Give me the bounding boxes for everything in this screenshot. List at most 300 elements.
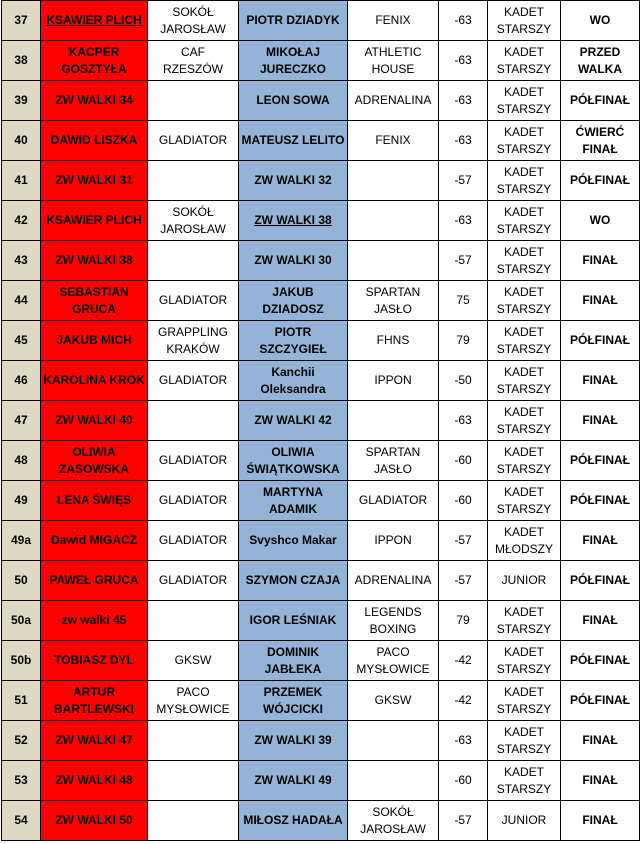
blue-corner-fighter-cell: [239, 161, 348, 201]
weight-class-cell: [439, 201, 488, 241]
red-corner-fighter: ZW WALKI 34: [55, 93, 133, 107]
red-corner-club-cell: [148, 81, 239, 121]
bout-stage-cell: [561, 281, 640, 321]
bout-number: 49a: [10, 533, 32, 547]
bout-stage-cell: [561, 641, 640, 681]
table-row: [2, 241, 640, 281]
blue-corner-fighter: MIŁOSZ HADAŁA: [243, 813, 343, 827]
bout-stage: FINAŁ: [582, 813, 618, 827]
red-corner-fighter-cell: [41, 761, 148, 801]
blue-corner-club-cell: [348, 241, 439, 281]
bout-stage: PÓŁFINAŁ: [570, 93, 630, 107]
weight-class: 79: [456, 613, 470, 627]
bout-number: 37: [14, 13, 28, 27]
blue-corner-fighter: ZW WALKI 42: [254, 413, 332, 427]
bout-number-cell: [2, 121, 41, 161]
blue-corner-fighter-cell: [239, 241, 348, 281]
bout-stage-cell: [561, 361, 640, 401]
table-row: [2, 721, 640, 761]
blue-corner-fighter-cell: [239, 1, 348, 41]
blue-corner-fighter: ZW WALKI 39: [254, 733, 332, 747]
red-corner-club: GLADIATOR: [158, 133, 228, 147]
bout-number-cell: [2, 481, 41, 521]
red-corner-fighter: KSAWIER PLICH: [46, 213, 142, 227]
age-category-cell: [488, 121, 561, 161]
blue-corner-fighter-cell: [239, 721, 348, 761]
bout-number: 50: [14, 573, 28, 587]
bout-number-cell: [2, 561, 41, 601]
blue-corner-fighter: ZW WALKI 32: [254, 173, 332, 187]
weight-class: -50: [454, 373, 472, 387]
weight-class-cell: [439, 121, 488, 161]
red-corner-club-cell: [148, 241, 239, 281]
blue-corner-club: FENIX: [375, 13, 411, 27]
weight-class-cell: [439, 161, 488, 201]
red-corner-club-cell: [148, 521, 239, 561]
red-corner-fighter: KSAWIER PLICH: [46, 13, 142, 27]
blue-corner-fighter-cell: [239, 81, 348, 121]
table-row: [2, 801, 640, 841]
red-corner-fighter-cell: [41, 721, 148, 761]
red-corner-club-cell: [148, 721, 239, 761]
weight-class-cell: [439, 561, 488, 601]
table-row: [2, 81, 640, 121]
bout-number-cell: [2, 281, 41, 321]
bout-stage: PÓŁFINAŁ: [570, 453, 630, 467]
red-corner-fighter-cell: [41, 41, 148, 81]
red-corner-fighter: KAROLINA KROK: [43, 373, 145, 387]
red-corner-club-cell: [148, 321, 239, 361]
bout-stage: PÓŁFINAŁ: [570, 693, 630, 707]
blue-corner-fighter: MATEUSZ LELITO: [241, 133, 345, 147]
bout-number-cell: [2, 161, 41, 201]
weight-class: -63: [454, 413, 472, 427]
blue-corner-club: GLADIATOR: [358, 493, 428, 507]
age-category: KADET STARSZY: [496, 644, 552, 676]
bout-number: 52: [14, 733, 28, 747]
red-corner-club: GLADIATOR: [158, 453, 228, 467]
blue-corner-fighter: PRZEMEK WÓJCICKI: [263, 684, 323, 716]
age-category-cell: [488, 321, 561, 361]
table-row: [2, 441, 640, 481]
red-corner-club-cell: [148, 481, 239, 521]
blue-corner-club: PACO MYSŁOWICE: [356, 644, 430, 676]
weight-class: -57: [454, 173, 472, 187]
red-corner-fighter-cell: [41, 321, 148, 361]
age-category: KADET STARSZY: [496, 404, 552, 436]
red-corner-club: GLADIATOR: [158, 493, 228, 507]
table-row: [2, 121, 640, 161]
blue-corner-fighter: OLIWIA ŚWIĄTKOWSKA: [246, 444, 340, 476]
red-corner-fighter-cell: [41, 401, 148, 441]
blue-corner-fighter: IGOR LEŚNIAK: [249, 613, 337, 627]
blue-corner-fighter: PIOTR DZIADYK: [246, 13, 340, 27]
table-row: [2, 601, 640, 641]
bout-number-cell: [2, 681, 41, 721]
blue-corner-fighter: JAKUB DZIADOSZ: [262, 284, 324, 316]
age-category-cell: [488, 361, 561, 401]
bout-number: 40: [14, 133, 28, 147]
blue-corner-fighter-cell: [239, 561, 348, 601]
weight-class: -60: [454, 773, 472, 787]
bout-stage: PÓŁFINAŁ: [570, 653, 630, 667]
bout-number-cell: [2, 761, 41, 801]
red-corner-fighter-cell: [41, 561, 148, 601]
age-category: KADET STARSZY: [496, 764, 552, 796]
bout-stage: WO: [589, 13, 611, 27]
bout-stage: FINAŁ: [582, 533, 618, 547]
bout-number: 48: [14, 453, 28, 467]
red-corner-fighter: JAKUB MICH: [56, 333, 132, 347]
bout-stage-cell: [561, 721, 640, 761]
red-corner-club-cell: [148, 441, 239, 481]
red-corner-fighter-cell: [41, 361, 148, 401]
red-corner-fighter: ZW WALKI 47: [55, 733, 133, 747]
blue-corner-fighter-cell: [239, 121, 348, 161]
bout-number: 54: [14, 813, 28, 827]
weight-class-cell: [439, 641, 488, 681]
red-corner-fighter: ZW WALKI 40: [55, 413, 133, 427]
blue-corner-club-cell: [348, 401, 439, 441]
weight-class-cell: [439, 241, 488, 281]
bout-number: 39: [14, 93, 28, 107]
bout-number: 49: [14, 493, 28, 507]
blue-corner-club-cell: [348, 361, 439, 401]
red-corner-fighter: LENA ŚWIĘS: [56, 493, 132, 507]
blue-corner-club: ATHLETIC HOUSE: [364, 44, 422, 76]
red-corner-fighter-cell: [41, 481, 148, 521]
red-corner-club: SOKÓŁ JAROSŁAW: [160, 4, 226, 36]
bout-number: 50a: [10, 613, 32, 627]
blue-corner-club: FHNS: [376, 333, 410, 347]
age-category-cell: [488, 81, 561, 121]
weight-class: -63: [454, 93, 472, 107]
bout-number-cell: [2, 241, 41, 281]
age-category: KADET STARSZY: [496, 84, 552, 116]
blue-corner-fighter-cell: [239, 201, 348, 241]
red-corner-club-cell: [148, 401, 239, 441]
blue-corner-fighter: Svyshco Makar: [249, 533, 337, 547]
bout-stage: FINAŁ: [582, 773, 618, 787]
bout-number-cell: [2, 801, 41, 841]
red-corner-club-cell: [148, 601, 239, 641]
age-category-cell: [488, 481, 561, 521]
blue-corner-club: LEGENDS BOXING: [364, 604, 422, 636]
bout-stage-cell: [561, 161, 640, 201]
red-corner-fighter-cell: [41, 121, 148, 161]
age-category-cell: [488, 1, 561, 41]
bout-number: 41: [14, 173, 28, 187]
weight-class-cell: [439, 321, 488, 361]
weight-class: -63: [454, 733, 472, 747]
red-corner-club-cell: [148, 281, 239, 321]
weight-class-cell: [439, 1, 488, 41]
blue-corner-club-cell: [348, 41, 439, 81]
bout-stage: PÓŁFINAŁ: [570, 493, 630, 507]
blue-corner-club-cell: [348, 441, 439, 481]
weight-class-cell: [439, 41, 488, 81]
age-category-cell: [488, 561, 561, 601]
red-corner-club-cell: [148, 1, 239, 41]
blue-corner-fighter-cell: [239, 321, 348, 361]
red-corner-club-cell: [148, 41, 239, 81]
bout-number: 45: [14, 333, 28, 347]
blue-corner-fighter: MARTYNA ADAMIK: [263, 484, 323, 516]
age-category-cell: [488, 721, 561, 761]
red-corner-club: PACO MYSŁOWICE: [156, 684, 230, 716]
bout-number-cell: [2, 641, 41, 681]
weight-class-cell: [439, 401, 488, 441]
weight-class-cell: [439, 361, 488, 401]
weight-class: 79: [456, 333, 470, 347]
bout-number-cell: [2, 361, 41, 401]
bout-number-cell: [2, 201, 41, 241]
red-corner-fighter: TOBIASZ DYL: [54, 653, 134, 667]
red-corner-fighter: zw walki 45: [61, 613, 127, 627]
blue-corner-club-cell: [348, 161, 439, 201]
weight-class-cell: [439, 761, 488, 801]
bout-number: 46: [14, 373, 28, 387]
table-row: [2, 1, 640, 41]
blue-corner-club-cell: [348, 641, 439, 681]
bout-number: 47: [14, 413, 28, 427]
weight-class: -63: [454, 53, 472, 67]
bout-number: 42: [14, 213, 28, 227]
red-corner-fighter: ZW WALKI 38: [55, 253, 133, 267]
blue-corner-fighter-cell: [239, 41, 348, 81]
table-row: [2, 401, 640, 441]
bout-number: 43: [14, 253, 28, 267]
blue-corner-fighter: PIOTR SZCZYGIEŁ: [259, 324, 327, 356]
red-corner-fighter-cell: [41, 241, 148, 281]
red-corner-club: GKSW: [174, 653, 212, 667]
blue-corner-club: SOKÓŁ JAROSŁAW: [360, 804, 426, 836]
red-corner-fighter-cell: [41, 801, 148, 841]
blue-corner-fighter: ZW WALKI 49: [254, 773, 332, 787]
blue-corner-fighter-cell: [239, 801, 348, 841]
weight-class: -63: [454, 133, 472, 147]
bout-number: 38: [14, 53, 28, 67]
weight-class-cell: [439, 521, 488, 561]
bout-number-cell: [2, 41, 41, 81]
red-corner-fighter: ZW WALKI 48: [55, 773, 133, 787]
red-corner-club: CAF RZESZÓW: [163, 44, 223, 76]
bout-stage-cell: [561, 401, 640, 441]
bout-number-cell: [2, 721, 41, 761]
blue-corner-fighter: ZW WALKI 38: [254, 213, 332, 227]
red-corner-fighter: SEBASTIAN GRUCA: [59, 284, 129, 316]
bout-schedule-table: [1, 0, 640, 841]
age-category: KADET STARSZY: [496, 484, 552, 516]
bout-number-cell: [2, 401, 41, 441]
red-corner-club-cell: [148, 161, 239, 201]
red-corner-club-cell: [148, 801, 239, 841]
blue-corner-fighter: ZW WALKI 30: [254, 253, 332, 267]
bout-number-cell: [2, 321, 41, 361]
red-corner-fighter-cell: [41, 81, 148, 121]
blue-corner-fighter-cell: [239, 761, 348, 801]
blue-corner-fighter-cell: [239, 481, 348, 521]
age-category-cell: [488, 681, 561, 721]
blue-corner-fighter-cell: [239, 361, 348, 401]
bout-stage: PÓŁFINAŁ: [570, 573, 630, 587]
blue-corner-club-cell: [348, 1, 439, 41]
blue-corner-club: FENIX: [375, 133, 411, 147]
age-category-cell: [488, 201, 561, 241]
red-corner-club-cell: [148, 641, 239, 681]
table-row: [2, 681, 640, 721]
red-corner-fighter-cell: [41, 521, 148, 561]
red-corner-fighter: ZW WALKI 50: [55, 813, 133, 827]
blue-corner-fighter-cell: [239, 601, 348, 641]
table-row: [2, 361, 640, 401]
blue-corner-club-cell: [348, 721, 439, 761]
blue-corner-club-cell: [348, 281, 439, 321]
weight-class: -57: [454, 253, 472, 267]
blue-corner-club: GKSW: [374, 693, 412, 707]
bout-number: 44: [14, 293, 28, 307]
age-category: KADET STARSZY: [496, 4, 552, 36]
age-category: KADET STARSZY: [496, 604, 552, 636]
bout-stage: WO: [589, 213, 611, 227]
bout-stage: FINAŁ: [582, 293, 618, 307]
red-corner-fighter: KACPER GOSZTYŁA: [61, 44, 127, 76]
blue-corner-club: SPARTAN JASŁO: [365, 444, 421, 476]
red-corner-fighter: ZW WALKI 31: [55, 173, 133, 187]
weight-class: -60: [454, 453, 472, 467]
blue-corner-fighter: DOMINIK JABŁEKA: [264, 644, 322, 676]
age-category: KADET STARSZY: [496, 44, 552, 76]
age-category-cell: [488, 601, 561, 641]
table-row: [2, 321, 640, 361]
blue-corner-club: IPPON: [374, 373, 412, 387]
bout-number-cell: [2, 81, 41, 121]
red-corner-fighter-cell: [41, 281, 148, 321]
blue-corner-fighter: SZYMON CZAJA: [245, 573, 341, 587]
table-row: [2, 761, 640, 801]
bout-stage: ĆWIERĆ FINAŁ: [575, 124, 625, 156]
bout-stage-cell: [561, 801, 640, 841]
blue-corner-club-cell: [348, 321, 439, 361]
blue-corner-club: IPPON: [374, 533, 412, 547]
bout-stage-cell: [561, 601, 640, 641]
weight-class: -60: [454, 493, 472, 507]
red-corner-club-cell: [148, 561, 239, 601]
bout-stage: FINAŁ: [582, 253, 618, 267]
red-corner-fighter: ARTUR BARTLEWSKI: [54, 684, 134, 716]
blue-corner-club: ADRENALINA: [354, 573, 432, 587]
weight-class: -63: [454, 13, 472, 27]
bout-stage: PÓŁFINAŁ: [570, 333, 630, 347]
blue-corner-club-cell: [348, 761, 439, 801]
weight-class: -63: [454, 213, 472, 227]
age-category-cell: [488, 441, 561, 481]
red-corner-club: GLADIATOR: [158, 373, 228, 387]
red-corner-club-cell: [148, 361, 239, 401]
red-corner-club: GRAPPLING KRAKÓW: [157, 324, 229, 356]
weight-class: -42: [454, 693, 472, 707]
age-category: JUNIOR: [501, 813, 547, 827]
weight-class-cell: [439, 721, 488, 761]
red-corner-fighter: PAWEŁ GRUCA: [49, 573, 139, 587]
blue-corner-club-cell: [348, 81, 439, 121]
red-corner-club: GLADIATOR: [158, 293, 228, 307]
blue-corner-fighter: Kanchii Oleksandra: [260, 364, 326, 396]
weight-class-cell: [439, 281, 488, 321]
weight-class-cell: [439, 681, 488, 721]
age-category: JUNIOR: [501, 573, 547, 587]
blue-corner-fighter: LEON SOWA: [256, 93, 330, 107]
blue-corner-club-cell: [348, 481, 439, 521]
blue-corner-club-cell: [348, 801, 439, 841]
blue-corner-fighter-cell: [239, 681, 348, 721]
blue-corner-fighter-cell: [239, 281, 348, 321]
age-category: KADET STARSZY: [496, 324, 552, 356]
red-corner-fighter-cell: [41, 201, 148, 241]
blue-corner-club-cell: [348, 121, 439, 161]
age-category: KADET STARSZY: [496, 124, 552, 156]
age-category: KADET STARSZY: [496, 684, 552, 716]
bout-stage-cell: [561, 521, 640, 561]
bout-stage: FINAŁ: [582, 413, 618, 427]
blue-corner-fighter-cell: [239, 521, 348, 561]
blue-corner-club-cell: [348, 681, 439, 721]
bout-number-cell: [2, 521, 41, 561]
bout-number-cell: [2, 601, 41, 641]
bout-stage-cell: [561, 41, 640, 81]
blue-corner-club-cell: [348, 601, 439, 641]
red-corner-club: GLADIATOR: [158, 573, 228, 587]
bout-rows: [2, 1, 640, 841]
red-corner-club-cell: [148, 121, 239, 161]
weight-class-cell: [439, 81, 488, 121]
weight-class-cell: [439, 601, 488, 641]
weight-class-cell: [439, 441, 488, 481]
table-row: [2, 161, 640, 201]
age-category: KADET MŁODSZY: [494, 524, 553, 556]
weight-class: -57: [454, 813, 472, 827]
age-category-cell: [488, 281, 561, 321]
red-corner-fighter: Dawid MIGACZ: [51, 533, 137, 547]
weight-class: -42: [454, 653, 472, 667]
blue-corner-club-cell: [348, 521, 439, 561]
table-row: [2, 281, 640, 321]
bout-stage-cell: [561, 481, 640, 521]
blue-corner-fighter: MIKOŁAJ JURECZKO: [259, 44, 326, 76]
blue-corner-club-cell: [348, 561, 439, 601]
red-corner-club: GLADIATOR: [158, 533, 228, 547]
age-category: KADET STARSZY: [496, 244, 552, 276]
bout-stage-cell: [561, 681, 640, 721]
red-corner-club-cell: [148, 201, 239, 241]
red-corner-club-cell: [148, 761, 239, 801]
weight-class-cell: [439, 801, 488, 841]
blue-corner-fighter-cell: [239, 641, 348, 681]
bout-number-cell: [2, 1, 41, 41]
age-category: KADET STARSZY: [496, 164, 552, 196]
table-row: [2, 201, 640, 241]
bout-stage-cell: [561, 321, 640, 361]
red-corner-fighter: OLIWIA ZASOWSKA: [59, 444, 129, 476]
red-corner-fighter-cell: [41, 681, 148, 721]
age-category: KADET STARSZY: [496, 724, 552, 756]
bout-stage: FINAŁ: [582, 373, 618, 387]
age-category-cell: [488, 161, 561, 201]
age-category-cell: [488, 761, 561, 801]
blue-corner-club-cell: [348, 201, 439, 241]
bout-stage-cell: [561, 241, 640, 281]
bout-stage-cell: [561, 81, 640, 121]
